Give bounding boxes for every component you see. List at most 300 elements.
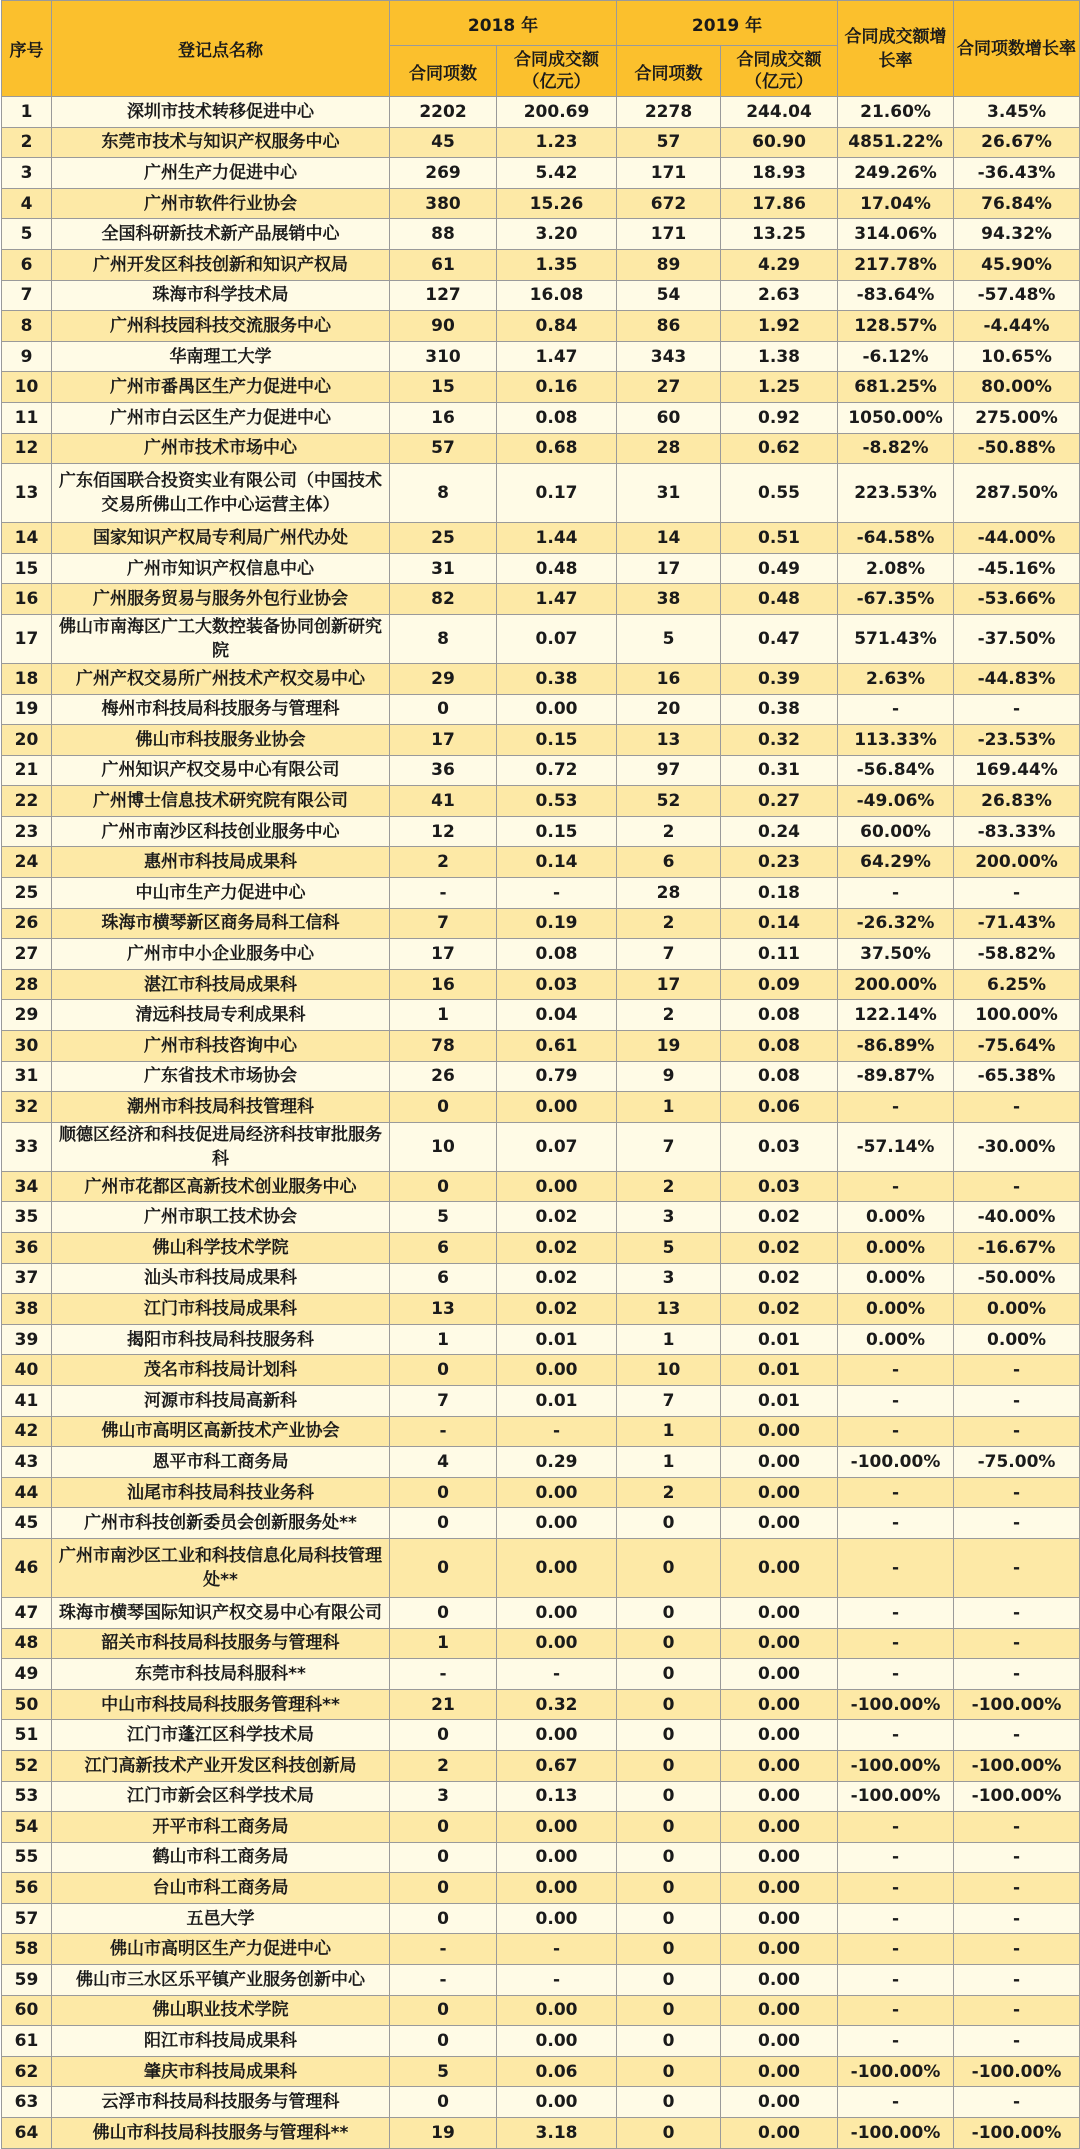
cell-amount-2019: 13.25 [721,219,838,250]
cell-seq: 30 [2,1031,52,1062]
cell-name: 广州科技园科技交流服务中心 [52,311,390,342]
cell-amount-growth: -100.00% [838,1689,954,1720]
cell-amount-2018: 0.84 [497,311,617,342]
cell-amount-2018: 0.00 [497,694,617,725]
table-row [2,725,1080,756]
cell-count-growth: - [954,2026,1080,2057]
cell-seq: 26 [2,908,52,939]
cell-name: 韶关市科技局科技服务与管理科 [52,1628,390,1659]
cell-count-2019: 89 [617,249,721,280]
cell-seq: 45 [2,1508,52,1539]
cell-count-2018: 0 [390,1355,497,1386]
cell-count-growth: - [954,1092,1080,1123]
cell-name: 广州市科技咨询中心 [52,1031,390,1062]
cell-count-2018: 16 [390,402,497,433]
cell-amount-growth: 249.26% [838,158,954,189]
cell-count-2019: 672 [617,188,721,219]
table-row [2,433,1080,464]
cell-name: 广州市软件行业协会 [52,188,390,219]
cell-count-2018: 88 [390,219,497,250]
cell-seq: 58 [2,1934,52,1965]
cell-count-2018: 3 [390,1781,497,1812]
cell-amount-2019: 17.86 [721,188,838,219]
cell-count-2019: 17 [617,553,721,584]
table-row [2,1965,1080,1996]
cell-count-2018: 0 [390,1903,497,1934]
cell-count-2018: 13 [390,1294,497,1325]
cell-amount-growth: - [838,1477,954,1508]
cell-seq: 55 [2,1842,52,1873]
cell-count-2019: 7 [617,1385,721,1416]
cell-count-growth: -100.00% [954,2118,1080,2149]
cell-count-2019: 343 [617,341,721,372]
cell-count-growth: - [954,1416,1080,1447]
cell-count-2018: 1 [390,1324,497,1355]
cell-amount-growth: 0.00% [838,1263,954,1294]
table-row [2,1659,1080,1690]
table-row [2,816,1080,847]
cell-count-growth: -100.00% [954,1689,1080,1720]
cell-amount-growth: - [838,1597,954,1628]
cell-name: 广州产权交易所广州技术产权交易中心 [52,663,390,694]
cell-name: 江门高新技术产业开发区科技创新局 [52,1750,390,1781]
cell-name: 河源市科技局高新科 [52,1385,390,1416]
cell-amount-2018: 0.00 [497,1628,617,1659]
cell-amount-2018: - [497,1965,617,1996]
cell-seq: 54 [2,1812,52,1843]
cell-amount-2018: 1.35 [497,249,617,280]
cell-name: 江门市新会区科学技术局 [52,1781,390,1812]
cell-amount-2019: 244.04 [721,97,838,128]
cell-amount-2019: 0.00 [721,1750,838,1781]
cell-amount-2019: 0.02 [721,1202,838,1233]
cell-count-2019: 27 [617,372,721,403]
cell-name: 潮州市科技局科技管理科 [52,1092,390,1123]
table-row [2,614,1080,663]
cell-amount-2019: 2.63 [721,280,838,311]
cell-count-2019: 0 [617,2118,721,2149]
table-row [2,1781,1080,1812]
header-count-2019: 合同项数 [617,46,721,97]
cell-amount-2019: 0.39 [721,663,838,694]
cell-name: 云浮市科技局科技服务与管理科 [52,2087,390,2118]
cell-amount-growth: -67.35% [838,584,954,615]
cell-seq: 32 [2,1092,52,1123]
cell-amount-2019: 0.48 [721,584,838,615]
cell-count-growth: -75.00% [954,1447,1080,1478]
table-row [2,1202,1080,1233]
cell-amount-growth: -100.00% [838,1781,954,1812]
cell-amount-growth: 200.00% [838,969,954,1000]
cell-count-2018: 21 [390,1689,497,1720]
table-row [2,219,1080,250]
cell-count-growth: - [954,1597,1080,1628]
cell-amount-2019: 0.92 [721,402,838,433]
cell-count-2019: 171 [617,219,721,250]
cell-name: 广州博士信息技术研究院有限公司 [52,786,390,817]
cell-amount-2019: 0.01 [721,1385,838,1416]
cell-amount-2019: 0.00 [721,1477,838,1508]
cell-amount-2018: - [497,878,617,909]
cell-count-growth: - [954,1659,1080,1690]
cell-seq: 19 [2,694,52,725]
cell-count-2018: 7 [390,1385,497,1416]
header-amount-2018: 合同成交额（亿元） [497,46,617,97]
cell-count-2018: 1 [390,1628,497,1659]
cell-count-growth: -100.00% [954,2056,1080,2087]
cell-count-growth: -36.43% [954,158,1080,189]
cell-amount-2018: 3.20 [497,219,617,250]
cell-amount-2019: 0.00 [721,2026,838,2057]
cell-amount-growth: 37.50% [838,939,954,970]
cell-count-2019: 20 [617,694,721,725]
cell-amount-2019: 0.00 [721,1965,838,1996]
cell-count-2018: 6 [390,1263,497,1294]
table-row [2,1538,1080,1597]
cell-count-2018: 2 [390,847,497,878]
cell-count-growth: - [954,1538,1080,1597]
cell-name: 全国科研新技术新产品展销中心 [52,219,390,250]
cell-amount-2018: 0.00 [497,1092,617,1123]
header-count-2018: 合同项数 [390,46,497,97]
cell-seq: 60 [2,1995,52,2026]
cell-name: 广州市中小企业服务中心 [52,939,390,970]
cell-count-2019: 17 [617,969,721,1000]
cell-name: 广州市科技创新委员会创新服务处** [52,1508,390,1539]
cell-seq: 36 [2,1233,52,1264]
cell-seq: 38 [2,1294,52,1325]
cell-count-growth: - [954,878,1080,909]
cell-count-growth: -50.00% [954,1263,1080,1294]
cell-count-2019: 0 [617,1965,721,1996]
cell-name: 清远科技局专利成果科 [52,1000,390,1031]
cell-amount-2019: 0.06 [721,1092,838,1123]
cell-amount-growth: - [838,1385,954,1416]
cell-count-growth: - [954,1842,1080,1873]
cell-count-2018: - [390,1416,497,1447]
cell-count-growth: 10.65% [954,341,1080,372]
cell-count-2018: 0 [390,1477,497,1508]
cell-count-2018: 2 [390,1750,497,1781]
table-row [2,1628,1080,1659]
cell-amount-2018: 0.38 [497,663,617,694]
cell-amount-growth: -64.58% [838,523,954,554]
cell-count-2019: 171 [617,158,721,189]
cell-name: 开平市科工商务局 [52,1812,390,1843]
cell-name: 广州生产力促进中心 [52,158,390,189]
cell-name: 广州市职工技术协会 [52,1202,390,1233]
cell-name: 广州市知识产权信息中心 [52,553,390,584]
cell-count-2018: 82 [390,584,497,615]
cell-count-2018: 0 [390,1171,497,1202]
table-row [2,2026,1080,2057]
cell-seq: 22 [2,786,52,817]
cell-seq: 3 [2,158,52,189]
table-row [2,523,1080,554]
cell-seq: 50 [2,1689,52,1720]
cell-count-growth: -58.82% [954,939,1080,970]
cell-count-2019: 3 [617,1202,721,1233]
cell-amount-2019: 0.18 [721,878,838,909]
table-row [2,1750,1080,1781]
cell-amount-2018: 16.08 [497,280,617,311]
cell-name: 汕尾市科技局科技业务科 [52,1477,390,1508]
table-row [2,372,1080,403]
cell-count-growth: -44.00% [954,523,1080,554]
cell-amount-2018: 0.79 [497,1061,617,1092]
cell-count-2019: 86 [617,311,721,342]
cell-name: 阳江市科技局成果科 [52,2026,390,2057]
cell-count-2018: 16 [390,969,497,1000]
cell-count-2019: 2 [617,1000,721,1031]
cell-count-growth: - [954,2087,1080,2118]
cell-amount-2019: 0.23 [721,847,838,878]
cell-seq: 53 [2,1781,52,1812]
cell-count-growth: - [954,1873,1080,1904]
cell-amount-2019: 0.00 [721,1995,838,2026]
cell-count-2019: 0 [617,1659,721,1690]
table-row [2,127,1080,158]
cell-seq: 43 [2,1447,52,1478]
cell-amount-2018: 0.15 [497,816,617,847]
cell-name: 中山市生产力促进中心 [52,878,390,909]
cell-amount-2018: 0.00 [497,1597,617,1628]
cell-amount-growth: 217.78% [838,249,954,280]
cell-name: 广州市花都区高新技术创业服务中心 [52,1171,390,1202]
cell-amount-2018: 0.72 [497,755,617,786]
cell-seq: 17 [2,614,52,663]
cell-amount-growth: 122.14% [838,1000,954,1031]
cell-count-2018: - [390,1965,497,1996]
cell-amount-growth: -89.87% [838,1061,954,1092]
table-row [2,939,1080,970]
cell-amount-growth: -56.84% [838,755,954,786]
cell-amount-2018: 0.04 [497,1000,617,1031]
cell-amount-growth: 128.57% [838,311,954,342]
cell-seq: 9 [2,341,52,372]
cell-amount-2018: 0.00 [497,1995,617,2026]
table-row [2,97,1080,128]
table-row [2,1355,1080,1386]
cell-amount-growth: -49.06% [838,786,954,817]
table-row [2,1416,1080,1447]
cell-count-2018: 41 [390,786,497,817]
cell-amount-growth: -26.32% [838,908,954,939]
cell-name: 江门市科技局成果科 [52,1294,390,1325]
cell-count-growth: -57.48% [954,280,1080,311]
cell-count-2018: - [390,878,497,909]
cell-amount-growth: -86.89% [838,1031,954,1062]
table-row [2,402,1080,433]
cell-amount-2018: 0.00 [497,2026,617,2057]
cell-amount-2018: 0.00 [497,1903,617,1934]
cell-name: 广州开发区科技创新和知识产权局 [52,249,390,280]
cell-amount-growth: - [838,1965,954,1996]
table-row [2,878,1080,909]
cell-amount-2019: 0.09 [721,969,838,1000]
cell-count-growth: - [954,1812,1080,1843]
cell-name: 恩平市科工商务局 [52,1447,390,1478]
cell-count-2019: 0 [617,1781,721,1812]
cell-count-growth: 26.67% [954,127,1080,158]
cell-amount-2018: 0.00 [497,1812,617,1843]
cell-name: 东莞市技术与知识产权服务中心 [52,127,390,158]
table-row [2,2087,1080,2118]
cell-count-growth: 94.32% [954,219,1080,250]
cell-count-2019: 13 [617,1294,721,1325]
cell-seq: 27 [2,939,52,970]
cell-count-2018: 78 [390,1031,497,1062]
cell-count-2019: 0 [617,1720,721,1751]
cell-amount-2019: 0.51 [721,523,838,554]
cell-amount-2019: 0.01 [721,1324,838,1355]
cell-count-2019: 97 [617,755,721,786]
cell-count-2018: 0 [390,1720,497,1751]
cell-amount-2019: 0.02 [721,1263,838,1294]
cell-amount-2019: 0.00 [721,1508,838,1539]
cell-count-2018: 5 [390,1202,497,1233]
cell-seq: 10 [2,372,52,403]
cell-seq: 51 [2,1720,52,1751]
cell-count-2018: 0 [390,1092,497,1123]
cell-amount-2019: 0.00 [721,1873,838,1904]
cell-amount-growth: 21.60% [838,97,954,128]
cell-amount-2019: 0.00 [721,1628,838,1659]
cell-count-growth: 169.44% [954,755,1080,786]
cell-amount-2019: 1.92 [721,311,838,342]
cell-count-2018: 57 [390,433,497,464]
cell-seq: 61 [2,2026,52,2057]
cell-count-2019: 38 [617,584,721,615]
table-row [2,464,1080,523]
cell-count-2019: 0 [617,1873,721,1904]
cell-count-2019: 2 [617,1171,721,1202]
cell-amount-2019: 0.00 [721,2087,838,2118]
cell-count-2019: 31 [617,464,721,523]
cell-count-2018: 17 [390,725,497,756]
cell-amount-2019: 0.00 [721,1842,838,1873]
cell-amount-growth: -100.00% [838,2118,954,2149]
cell-count-2018: 0 [390,1508,497,1539]
cell-amount-2018: - [497,1659,617,1690]
cell-count-2019: 13 [617,725,721,756]
table-row [2,847,1080,878]
cell-seq: 40 [2,1355,52,1386]
cell-amount-2019: 0.01 [721,1355,838,1386]
cell-count-growth: - [954,1995,1080,2026]
cell-count-2018: 36 [390,755,497,786]
cell-seq: 57 [2,1903,52,1934]
cell-count-2018: 31 [390,553,497,584]
cell-count-2018: 1 [390,1000,497,1031]
cell-name: 梅州市科技局科技服务与管理科 [52,694,390,725]
cell-count-2019: 57 [617,127,721,158]
cell-amount-2019: 0.32 [721,725,838,756]
cell-name: 湛江市科技局成果科 [52,969,390,1000]
cell-count-2018: 10 [390,1122,497,1171]
table-body [2,97,1080,2149]
header-amount-growth: 合同成交额增长率 [838,1,954,97]
cell-seq: 28 [2,969,52,1000]
cell-amount-2018: 0.00 [497,1477,617,1508]
cell-amount-growth: - [838,1720,954,1751]
cell-amount-growth: - [838,1355,954,1386]
cell-amount-2018: 0.68 [497,433,617,464]
cell-count-2018: 90 [390,311,497,342]
cell-amount-2019: 0.00 [721,2118,838,2149]
cell-amount-2018: 1.47 [497,584,617,615]
cell-name: 国家知识产权局专利局广州代办处 [52,523,390,554]
cell-count-growth: - [954,1385,1080,1416]
cell-amount-2019: 0.02 [721,1294,838,1325]
cell-count-2019: 52 [617,786,721,817]
cell-count-growth: 76.84% [954,188,1080,219]
cell-amount-2018: 15.26 [497,188,617,219]
cell-amount-growth: - [838,1171,954,1202]
cell-amount-2019: 0.00 [721,1447,838,1478]
cell-amount-2019: 0.08 [721,1061,838,1092]
table-row [2,584,1080,615]
table-row [2,1122,1080,1171]
table-row [2,1263,1080,1294]
cell-amount-2018: 5.42 [497,158,617,189]
cell-amount-2018: 0.02 [497,1202,617,1233]
cell-count-growth: - [954,1355,1080,1386]
cell-count-2019: 7 [617,1122,721,1171]
cell-amount-2018: 0.03 [497,969,617,1000]
cell-name: 广州服务贸易与服务外包行业协会 [52,584,390,615]
cell-count-2019: 2278 [617,97,721,128]
cell-count-growth: 0.00% [954,1324,1080,1355]
cell-amount-2018: 0.29 [497,1447,617,1478]
cell-seq: 11 [2,402,52,433]
cell-count-growth: -100.00% [954,1750,1080,1781]
cell-count-2018: 19 [390,2118,497,2149]
cell-count-2018: 0 [390,1812,497,1843]
cell-amount-growth: 0.00% [838,1202,954,1233]
cell-amount-growth: - [838,1416,954,1447]
cell-seq: 5 [2,219,52,250]
cell-amount-2018: 0.00 [497,1538,617,1597]
cell-amount-growth: - [838,2087,954,2118]
table-row [2,694,1080,725]
cell-amount-2018: 0.19 [497,908,617,939]
cell-count-2018: 25 [390,523,497,554]
cell-amount-2019: 0.00 [721,1416,838,1447]
cell-count-growth: -75.64% [954,1031,1080,1062]
cell-name: 广州市番禺区生产力促进中心 [52,372,390,403]
cell-seq: 34 [2,1171,52,1202]
cell-count-2019: 3 [617,1263,721,1294]
cell-name: 佛山市科技局科技服务与管理科** [52,2118,390,2149]
cell-amount-growth: 17.04% [838,188,954,219]
cell-amount-2018: 0.07 [497,1122,617,1171]
cell-count-2018: 2202 [390,97,497,128]
cell-amount-2018: 0.00 [497,1720,617,1751]
cell-amount-growth: 0.00% [838,1233,954,1264]
registration-table [1,0,1080,2149]
cell-amount-growth: - [838,1842,954,1873]
cell-seq: 12 [2,433,52,464]
cell-name: 佛山职业技术学院 [52,1995,390,2026]
cell-name: 珠海市横琴国际知识产权交易中心有限公司 [52,1597,390,1628]
cell-count-growth: - [954,1508,1080,1539]
cell-amount-2018: 0.00 [497,1171,617,1202]
cell-count-2019: 0 [617,1508,721,1539]
cell-count-2018: 8 [390,614,497,663]
cell-amount-2018: 0.53 [497,786,617,817]
table-row [2,1508,1080,1539]
